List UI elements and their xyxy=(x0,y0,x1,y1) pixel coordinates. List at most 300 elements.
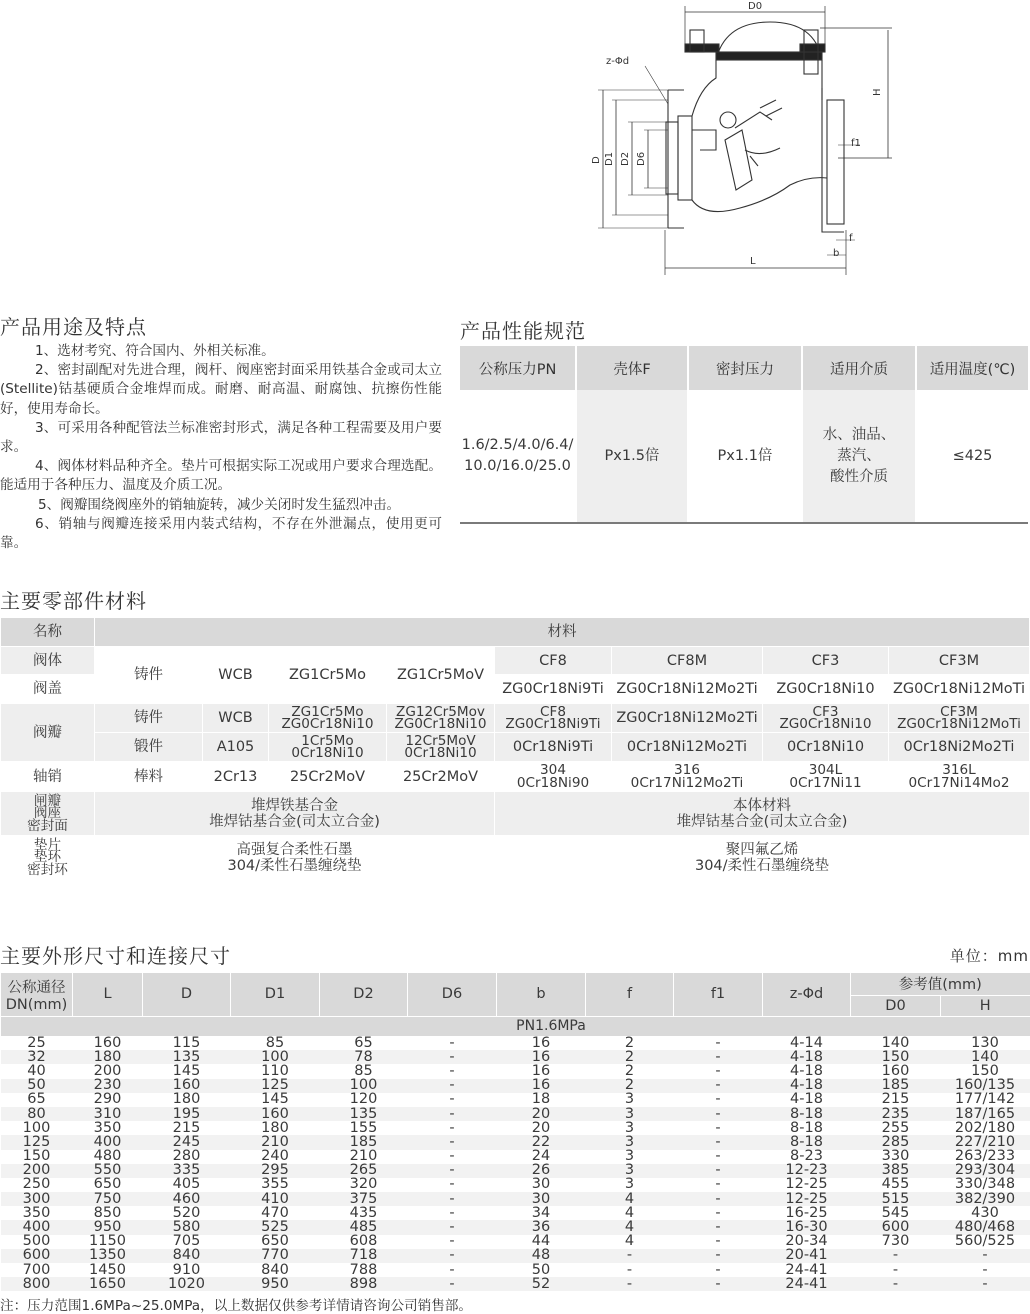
mat-disc-cf3m xyxy=(889,704,1030,733)
table-row xyxy=(1,1164,1030,1178)
dim-cell-d1: 355 xyxy=(231,1178,320,1192)
mat-disc-cf3 xyxy=(763,704,889,733)
dim-header-dn xyxy=(1,973,73,1016)
dim-cell-zd: 8-18 xyxy=(763,1107,851,1121)
dim-cell-d: 135 xyxy=(143,1050,231,1064)
dim-cell-d1: 145 xyxy=(231,1093,320,1107)
mat-disc-forge: 锻件 xyxy=(95,733,203,762)
mat-grade-cf3: CF3 xyxy=(763,647,889,675)
dim-cell-b: 16 xyxy=(497,1079,586,1093)
dim-cell-d6: - xyxy=(408,1107,497,1121)
dim-cell-d0: 140 xyxy=(851,1036,941,1050)
dim-cell-d1: 85 xyxy=(231,1036,320,1050)
dim-cell-d1: 240 xyxy=(231,1150,320,1164)
feature-1: 1、选材考究、符合国内、外相关标准。 xyxy=(35,343,275,359)
dim-cell-dn: 65 xyxy=(1,1093,73,1107)
mat-pin-316l xyxy=(889,762,1030,792)
dim-header-d: D xyxy=(143,973,231,1016)
dim-cell-d: 160 xyxy=(143,1079,231,1093)
dim-header-h: H xyxy=(941,995,1030,1016)
dim-cell-l: 350 xyxy=(73,1121,143,1135)
dim-header-d6: D6 xyxy=(408,973,497,1016)
dim-cell-f: 3 xyxy=(586,1178,674,1192)
mat-seat-right-1: 本体材料 xyxy=(733,797,791,814)
dim-cell-d: 145 xyxy=(143,1064,231,1078)
dim-cell-dn: 500 xyxy=(1,1235,73,1249)
dim-cell-d0: 185 xyxy=(851,1079,941,1093)
dim-cell-h: 130 xyxy=(941,1036,1030,1050)
mat-body: 阀体 xyxy=(1,647,95,675)
dim-cell-d2: 210 xyxy=(320,1150,408,1164)
dim-cell-d6: - xyxy=(408,1036,497,1050)
dim-cell-h: 187/165 xyxy=(941,1107,1030,1121)
dim-cell-dn: 40 xyxy=(1,1064,73,1078)
mat-disc-f12-line1: 12Cr5MoV xyxy=(405,732,476,749)
table-row xyxy=(1,1249,1030,1263)
dim-cell-f1: - xyxy=(674,1178,763,1192)
perf-seal: Px1.1倍 xyxy=(688,390,802,523)
dim-cell-f: - xyxy=(586,1277,674,1291)
dim-cell-d2: 78 xyxy=(320,1050,408,1064)
dim-cell-f: 4 xyxy=(586,1235,674,1249)
dim-cell-dn: 600 xyxy=(1,1249,73,1263)
mat-bonnet: 阀盖 xyxy=(1,675,95,704)
dim-cell-dn: 80 xyxy=(1,1107,73,1121)
dim-cell-d1: 295 xyxy=(231,1164,320,1178)
mat-seat-right xyxy=(495,792,1030,836)
dim-cell-zd: 16-25 xyxy=(763,1206,851,1220)
dim-cell-zd: 8-18 xyxy=(763,1121,851,1135)
dim-cell-d6: - xyxy=(408,1064,497,1078)
dim-cell-h: 560/525 xyxy=(941,1235,1030,1249)
dim-cell-d0: 730 xyxy=(851,1235,941,1249)
dim-cell-d: 180 xyxy=(143,1093,231,1107)
table-row xyxy=(1,1107,1030,1121)
dim-cell-b: 22 xyxy=(497,1135,586,1149)
feature-2: 2、密封副配对先进合理，阀杆、阀座密封面采用铁基合金或司太立(Stellite)钴基硬质合金堆焊而成。耐磨、耐高温、耐腐蚀、抗擦伤性能好，使用寿命长。 xyxy=(0,362,442,417)
dim-cell-zd: 8-23 xyxy=(763,1150,851,1164)
dim-cell-b: 36 xyxy=(497,1220,586,1234)
dim-header-d1: D1 xyxy=(231,973,320,1016)
table-row xyxy=(1,1235,1030,1249)
dim-cell-f1: - xyxy=(674,1036,763,1050)
mat-disc-fcf8m: 0Cr18Ni12Mo2Ti xyxy=(612,733,763,762)
dim-cell-d1: 770 xyxy=(231,1249,320,1263)
dim-cell-d6: - xyxy=(408,1093,497,1107)
dim-cell-d2: 155 xyxy=(320,1121,408,1135)
mat-pin-316-line1: 316 xyxy=(674,762,700,778)
dim-cell-zd: 4-18 xyxy=(763,1064,851,1078)
mat-disc-a105: A105 xyxy=(203,733,269,762)
dim-cell-f: 2 xyxy=(586,1050,674,1064)
dim-cell-f1: - xyxy=(674,1093,763,1107)
dim-cell-l: 650 xyxy=(73,1178,143,1192)
dim-cell-d: 580 xyxy=(143,1220,231,1234)
dim-cell-d2: 435 xyxy=(320,1206,408,1220)
dim-cell-f1: - xyxy=(674,1263,763,1277)
dim-label-f: f xyxy=(849,233,853,244)
dim-cell-f1: - xyxy=(674,1150,763,1164)
dim-cell-d: 910 xyxy=(143,1263,231,1277)
mat-pin-bar: 棒料 xyxy=(95,762,203,792)
dim-cell-b: 20 xyxy=(497,1107,586,1121)
dim-cell-d0: - xyxy=(851,1277,941,1291)
dim-cell-d1: 410 xyxy=(231,1192,320,1206)
mat-disc-f12 xyxy=(387,733,495,762)
mat-disc-fcf3: 0Cr18Ni10 xyxy=(763,733,889,762)
mat-disc-f1-line2: 0Cr18Ni10 xyxy=(291,745,364,761)
dim-cell-d6: - xyxy=(408,1164,497,1178)
dim-cell-zd: 12-25 xyxy=(763,1178,851,1192)
dim-cell-f1: - xyxy=(674,1079,763,1093)
dim-cell-d2: 608 xyxy=(320,1235,408,1249)
dim-cell-h: 227/210 xyxy=(941,1135,1030,1149)
dim-cell-dn: 100 xyxy=(1,1121,73,1135)
dim-cell-d2: 120 xyxy=(320,1093,408,1107)
dim-cell-b: 52 xyxy=(497,1277,586,1291)
mat-gasket-left xyxy=(95,836,495,880)
dim-cell-d0: 455 xyxy=(851,1178,941,1192)
dim-cell-l: 1450 xyxy=(73,1263,143,1277)
table-row xyxy=(1,1263,1030,1277)
mat-pin-304 xyxy=(495,762,612,792)
perf-media-line1: 水、油品、 xyxy=(822,426,896,443)
dim-cell-d1: 950 xyxy=(231,1277,320,1291)
mat-seat-name-2: 阀座 xyxy=(33,805,62,822)
dim-cell-d6: - xyxy=(408,1050,497,1064)
mat-body-zg1cr5mo: ZG1Cr5Mo xyxy=(269,647,387,704)
feature-4: 4、阀体材料品种齐全。垫片可根据实际工况或用户要求合理选配。能适用于各种压力、温度及介质工况。 xyxy=(0,458,442,494)
dim-label-d: D xyxy=(591,156,602,164)
dim-label-l: L xyxy=(750,256,756,267)
dim-cell-f: 3 xyxy=(586,1093,674,1107)
dim-cell-d: 335 xyxy=(143,1164,231,1178)
perf-media-cell xyxy=(802,390,916,523)
mat-seat-left-1: 堆焊铁基合金 xyxy=(251,797,338,814)
dim-cell-d2: 375 xyxy=(320,1192,408,1206)
dim-cell-d6: - xyxy=(408,1178,497,1192)
dim-cell-b: 24 xyxy=(497,1150,586,1164)
dim-cell-d0: 330 xyxy=(851,1150,941,1164)
dim-cell-f: 3 xyxy=(586,1135,674,1149)
dim-cell-zd: 16-30 xyxy=(763,1220,851,1234)
dim-cell-d6: - xyxy=(408,1121,497,1135)
dim-header-zd: z-Φd xyxy=(763,973,851,1016)
dim-header-dn-1: 公称通径 xyxy=(7,979,66,996)
dim-cell-l: 1150 xyxy=(73,1235,143,1249)
dim-label-d0: D0 xyxy=(748,1,763,12)
mat-pin-316l-line2: 0Cr17Ni14Mo2 xyxy=(908,774,1010,791)
dim-cell-b: 16 xyxy=(497,1064,586,1078)
dim-cell-l: 750 xyxy=(73,1192,143,1206)
dim-label-f1: f1 xyxy=(851,138,861,149)
dim-cell-zd: 8-18 xyxy=(763,1135,851,1149)
dim-cell-h: - xyxy=(941,1263,1030,1277)
dim-cell-d2: 135 xyxy=(320,1107,408,1121)
dim-cell-h: 150 xyxy=(941,1064,1030,1078)
dim-cell-d1: 100 xyxy=(231,1050,320,1064)
feature-6: 6、销轴与阀瓣连接采用内装式结构，不存在外泄漏点，使用更可靠。 xyxy=(0,515,442,552)
mat-gasket-right xyxy=(495,836,1030,880)
dim-cell-dn: 250 xyxy=(1,1178,73,1192)
dim-cell-d1: 125 xyxy=(231,1079,320,1093)
mat-pin-304-line1: 304 xyxy=(540,762,566,778)
mat-seat-left-2: 堆焊钴基合金(司太立合金) xyxy=(209,813,380,830)
dim-cell-h: 293/304 xyxy=(941,1164,1030,1178)
mat-seat-name xyxy=(1,792,95,836)
dim-cell-l: 310 xyxy=(73,1107,143,1121)
performance-title: 产品性能规范 xyxy=(460,319,586,343)
dim-cell-h: 160/135 xyxy=(941,1079,1030,1093)
mat-body-wcb: WCB xyxy=(203,647,269,704)
dim-cell-f: 3 xyxy=(586,1107,674,1121)
mat-disc-f12-line2: 0Cr18Ni10 xyxy=(404,745,477,761)
dim-cell-f: 2 xyxy=(586,1079,674,1093)
perf-temp: ≤425 xyxy=(916,390,1028,523)
features-text xyxy=(0,342,442,553)
dim-header-f: f xyxy=(586,973,674,1016)
mat-seat-left xyxy=(95,792,495,836)
mat-disc-cf3m-line1: CF3M xyxy=(940,703,978,720)
dim-cell-d0: 215 xyxy=(851,1093,941,1107)
dim-cell-l: 290 xyxy=(73,1093,143,1107)
mat-grade-cf3m: CF3M xyxy=(889,647,1030,675)
perf-header-temp: 适用温度(℃) xyxy=(916,346,1028,390)
dim-cell-f: 4 xyxy=(586,1220,674,1234)
mat-bonnet-cf3: ZG0Cr18Ni10 xyxy=(763,675,889,704)
table-row xyxy=(1,1206,1030,1220)
materials-title: 主要零部件材料 xyxy=(0,589,147,613)
dim-cell-l: 850 xyxy=(73,1206,143,1220)
dim-cell-d2: 485 xyxy=(320,1220,408,1234)
dim-cell-d: 460 xyxy=(143,1192,231,1206)
dim-cell-b: 30 xyxy=(497,1192,586,1206)
dim-cell-l: 160 xyxy=(73,1036,143,1050)
dim-cell-d1: 470 xyxy=(231,1206,320,1220)
mat-disc-cf8-line1: CF8 xyxy=(540,703,566,720)
mat-pin: 轴销 xyxy=(1,762,95,792)
dim-cell-d0: - xyxy=(851,1263,941,1277)
dim-cell-d: 840 xyxy=(143,1249,231,1263)
mat-disc-fcf3m: 0Cr18Ni2Mo2Ti xyxy=(889,733,1030,762)
dim-cell-f: 2 xyxy=(586,1064,674,1078)
dim-cell-b: 16 xyxy=(497,1050,586,1064)
perf-media-line2: 蒸汽、 xyxy=(837,447,881,464)
performance-table xyxy=(460,346,1028,524)
dim-cell-d1: 210 xyxy=(231,1135,320,1149)
dim-cell-d: 195 xyxy=(143,1107,231,1121)
table-row xyxy=(1,1079,1030,1093)
perf-header-pn: 公称压力PN xyxy=(460,346,576,390)
mat-disc-cf8 xyxy=(495,704,612,733)
dim-cell-d6: - xyxy=(408,1150,497,1164)
dim-cell-f1: - xyxy=(674,1220,763,1234)
dim-cell-f1: - xyxy=(674,1206,763,1220)
dim-cell-d0: 600 xyxy=(851,1220,941,1234)
dim-cell-l: 480 xyxy=(73,1150,143,1164)
table-row xyxy=(1,1064,1030,1078)
dim-cell-d2: 898 xyxy=(320,1277,408,1291)
dim-cell-d0: 150 xyxy=(851,1050,941,1064)
dim-cell-dn: 400 xyxy=(1,1220,73,1234)
dim-cell-b: 20 xyxy=(497,1121,586,1135)
unit-label: 单位：mm xyxy=(949,947,1029,965)
mat-disc: 阀瓣 xyxy=(1,704,95,762)
dim-cell-b: 44 xyxy=(497,1235,586,1249)
dim-cell-d2: 320 xyxy=(320,1178,408,1192)
dim-cell-l: 200 xyxy=(73,1064,143,1078)
mat-gasket-name-3: 密封环 xyxy=(27,861,68,878)
perf-shell: Px1.5倍 xyxy=(576,390,688,523)
mat-bonnet-cf8m: ZG0Cr18Ni12Mo2Ti xyxy=(612,675,763,704)
dim-cell-dn: 50 xyxy=(1,1079,73,1093)
mat-pin-316-line2: 0Cr17Ni12Mo2Ti xyxy=(630,774,744,791)
dim-cell-d2: 100 xyxy=(320,1079,408,1093)
dim-cell-f1: - xyxy=(674,1192,763,1206)
dim-cell-zd: 4-18 xyxy=(763,1093,851,1107)
dim-cell-b: 26 xyxy=(497,1164,586,1178)
dim-cell-f1: - xyxy=(674,1135,763,1149)
perf-pn-line2: 10.0/16.0/25.0 xyxy=(464,458,571,474)
dim-label-zd: z-Φd xyxy=(606,56,630,67)
dim-cell-d2: 788 xyxy=(320,1263,408,1277)
dim-header-d2: D2 xyxy=(320,973,408,1016)
mat-disc-zg12-line2: ZG0Cr18Ni10 xyxy=(394,716,487,732)
dim-cell-dn: 32 xyxy=(1,1050,73,1064)
dim-cell-h: 140 xyxy=(941,1050,1030,1064)
dim-cell-b: 34 xyxy=(497,1206,586,1220)
mat-disc-wcb: WCB xyxy=(203,704,269,733)
dim-pn-spacer xyxy=(1,1016,73,1036)
mat-gasket-left-2: 304/柔性石墨缠绕垫 xyxy=(227,857,362,874)
dim-cell-d1: 110 xyxy=(231,1064,320,1078)
dim-cell-f: - xyxy=(586,1263,674,1277)
mat-gasket-name-2: 垫环 xyxy=(33,849,62,866)
mat-disc-cf3-line1: CF3 xyxy=(812,703,839,720)
dim-cell-d0: - xyxy=(851,1249,941,1263)
table-row xyxy=(1,1277,1030,1291)
dim-cell-l: 400 xyxy=(73,1135,143,1149)
mat-bonnet-cf8: ZG0Cr18Ni9Ti xyxy=(495,675,612,704)
footnote: 注：压力范围1.6MPa~25.0MPa，以上数据仅供参考详情请咨询公司销售部。 xyxy=(0,1298,473,1314)
dim-label-b: b xyxy=(833,248,840,259)
dim-cell-d1: 160 xyxy=(231,1107,320,1121)
mat-pin-316 xyxy=(612,762,763,792)
dim-cell-h: 177/142 xyxy=(941,1093,1030,1107)
dim-cell-f: 3 xyxy=(586,1164,674,1178)
dim-cell-d6: - xyxy=(408,1249,497,1263)
dim-cell-dn: 125 xyxy=(1,1135,73,1149)
dim-cell-f1: - xyxy=(674,1050,763,1064)
mat-body-type: 铸件 xyxy=(95,647,203,704)
dim-pn-label: PN1.6MPa xyxy=(73,1016,1030,1036)
table-row xyxy=(1,1121,1030,1135)
dim-cell-d6: - xyxy=(408,1135,497,1149)
dim-cell-zd: 24-41 xyxy=(763,1277,851,1291)
materials-table xyxy=(0,617,1030,880)
dim-cell-d2: 265 xyxy=(320,1164,408,1178)
table-row xyxy=(1,1093,1030,1107)
dim-cell-d6: - xyxy=(408,1206,497,1220)
perf-pn-cell xyxy=(460,390,576,523)
dim-cell-f1: - xyxy=(674,1277,763,1291)
mat-pin-316l-line1: 316L xyxy=(942,762,976,778)
dim-cell-zd: 20-41 xyxy=(763,1249,851,1263)
mat-seat-name-1: 闸瓣 xyxy=(33,792,62,809)
dim-cell-dn: 800 xyxy=(1,1277,73,1291)
mat-gasket-name xyxy=(1,836,95,880)
valve-drawing xyxy=(590,0,883,278)
dim-cell-d1: 840 xyxy=(231,1263,320,1277)
dim-cell-zd: 20-34 xyxy=(763,1235,851,1249)
dim-cell-d6: - xyxy=(408,1235,497,1249)
dim-cell-d6: - xyxy=(408,1079,497,1093)
dim-header-l: L xyxy=(73,973,143,1016)
mat-disc-zg1-line2: ZG0Cr18Ni10 xyxy=(281,716,374,732)
mat-bonnet-cf3m: ZG0Cr18Ni12MoTi xyxy=(889,675,1030,704)
dim-cell-d6: - xyxy=(408,1192,497,1206)
mat-disc-cf8m: ZG0Cr18Ni12Mo2Ti xyxy=(612,704,763,733)
dim-cell-zd: 4-18 xyxy=(763,1050,851,1064)
dim-cell-l: 950 xyxy=(73,1220,143,1234)
dim-cell-f1: - xyxy=(674,1121,763,1135)
mat-disc-zg1-line1: ZG1Cr5Mo xyxy=(291,703,364,720)
dim-header-f1: f1 xyxy=(674,973,763,1016)
mat-disc-cf3-line2: ZG0Cr18Ni10 xyxy=(779,716,872,732)
mat-pin-2cr13: 2Cr13 xyxy=(203,762,269,792)
dim-cell-f1: - xyxy=(674,1064,763,1078)
dim-cell-h: - xyxy=(941,1277,1030,1291)
dim-cell-d: 215 xyxy=(143,1121,231,1135)
dim-header-dn-2: DN(mm) xyxy=(5,996,68,1013)
mat-disc-zg1 xyxy=(269,704,387,733)
mat-disc-cf8-line2: ZG0Cr18Ni9Ti xyxy=(505,716,601,732)
perf-header-media: 适用介质 xyxy=(802,346,916,390)
mat-pin-304l xyxy=(763,762,889,792)
perf-header-shell: 壳体F xyxy=(576,346,688,390)
mat-pin-25b: 25Cr2MoV xyxy=(387,762,495,792)
mat-grade-cf8: CF8 xyxy=(495,647,612,675)
dim-cell-zd: 24-41 xyxy=(763,1263,851,1277)
mat-header-material: 材料 xyxy=(95,618,1030,647)
dimensions-title: 主要外形尺寸和连接尺寸 xyxy=(0,944,231,968)
dim-cell-h: 382/390 xyxy=(941,1192,1030,1206)
dim-cell-d1: 525 xyxy=(231,1220,320,1234)
dim-cell-b: 18 xyxy=(497,1093,586,1107)
dim-cell-d2: 185 xyxy=(320,1135,408,1149)
dim-cell-l: 550 xyxy=(73,1164,143,1178)
dim-cell-d6: - xyxy=(408,1263,497,1277)
dim-cell-f1: - xyxy=(674,1249,763,1263)
mat-disc-zg12-line1: ZG12Cr5Mov xyxy=(396,703,485,720)
dim-header-ref: 参考值(mm) xyxy=(851,973,1030,995)
usage-title: 产品用途及特点 xyxy=(0,315,147,339)
dim-cell-d1: 650 xyxy=(231,1235,320,1249)
dim-cell-d6: - xyxy=(408,1220,497,1234)
dim-cell-dn: 200 xyxy=(1,1164,73,1178)
mat-gasket-left-1: 高强复合柔性石墨 xyxy=(236,841,353,858)
mat-gasket-right-2: 304/柔性石墨缠绕垫 xyxy=(694,857,830,874)
dim-cell-d0: 255 xyxy=(851,1121,941,1135)
mat-grade-cf8m: CF8M xyxy=(612,647,763,675)
dim-label-d6: D6 xyxy=(636,151,647,166)
dim-cell-d2: 65 xyxy=(320,1036,408,1050)
dim-cell-d0: 385 xyxy=(851,1164,941,1178)
dim-cell-b: 30 xyxy=(497,1178,586,1192)
dim-cell-d: 280 xyxy=(143,1150,231,1164)
dim-cell-l: 1350 xyxy=(73,1249,143,1263)
mat-seat-name-3: 密封面 xyxy=(27,817,68,834)
